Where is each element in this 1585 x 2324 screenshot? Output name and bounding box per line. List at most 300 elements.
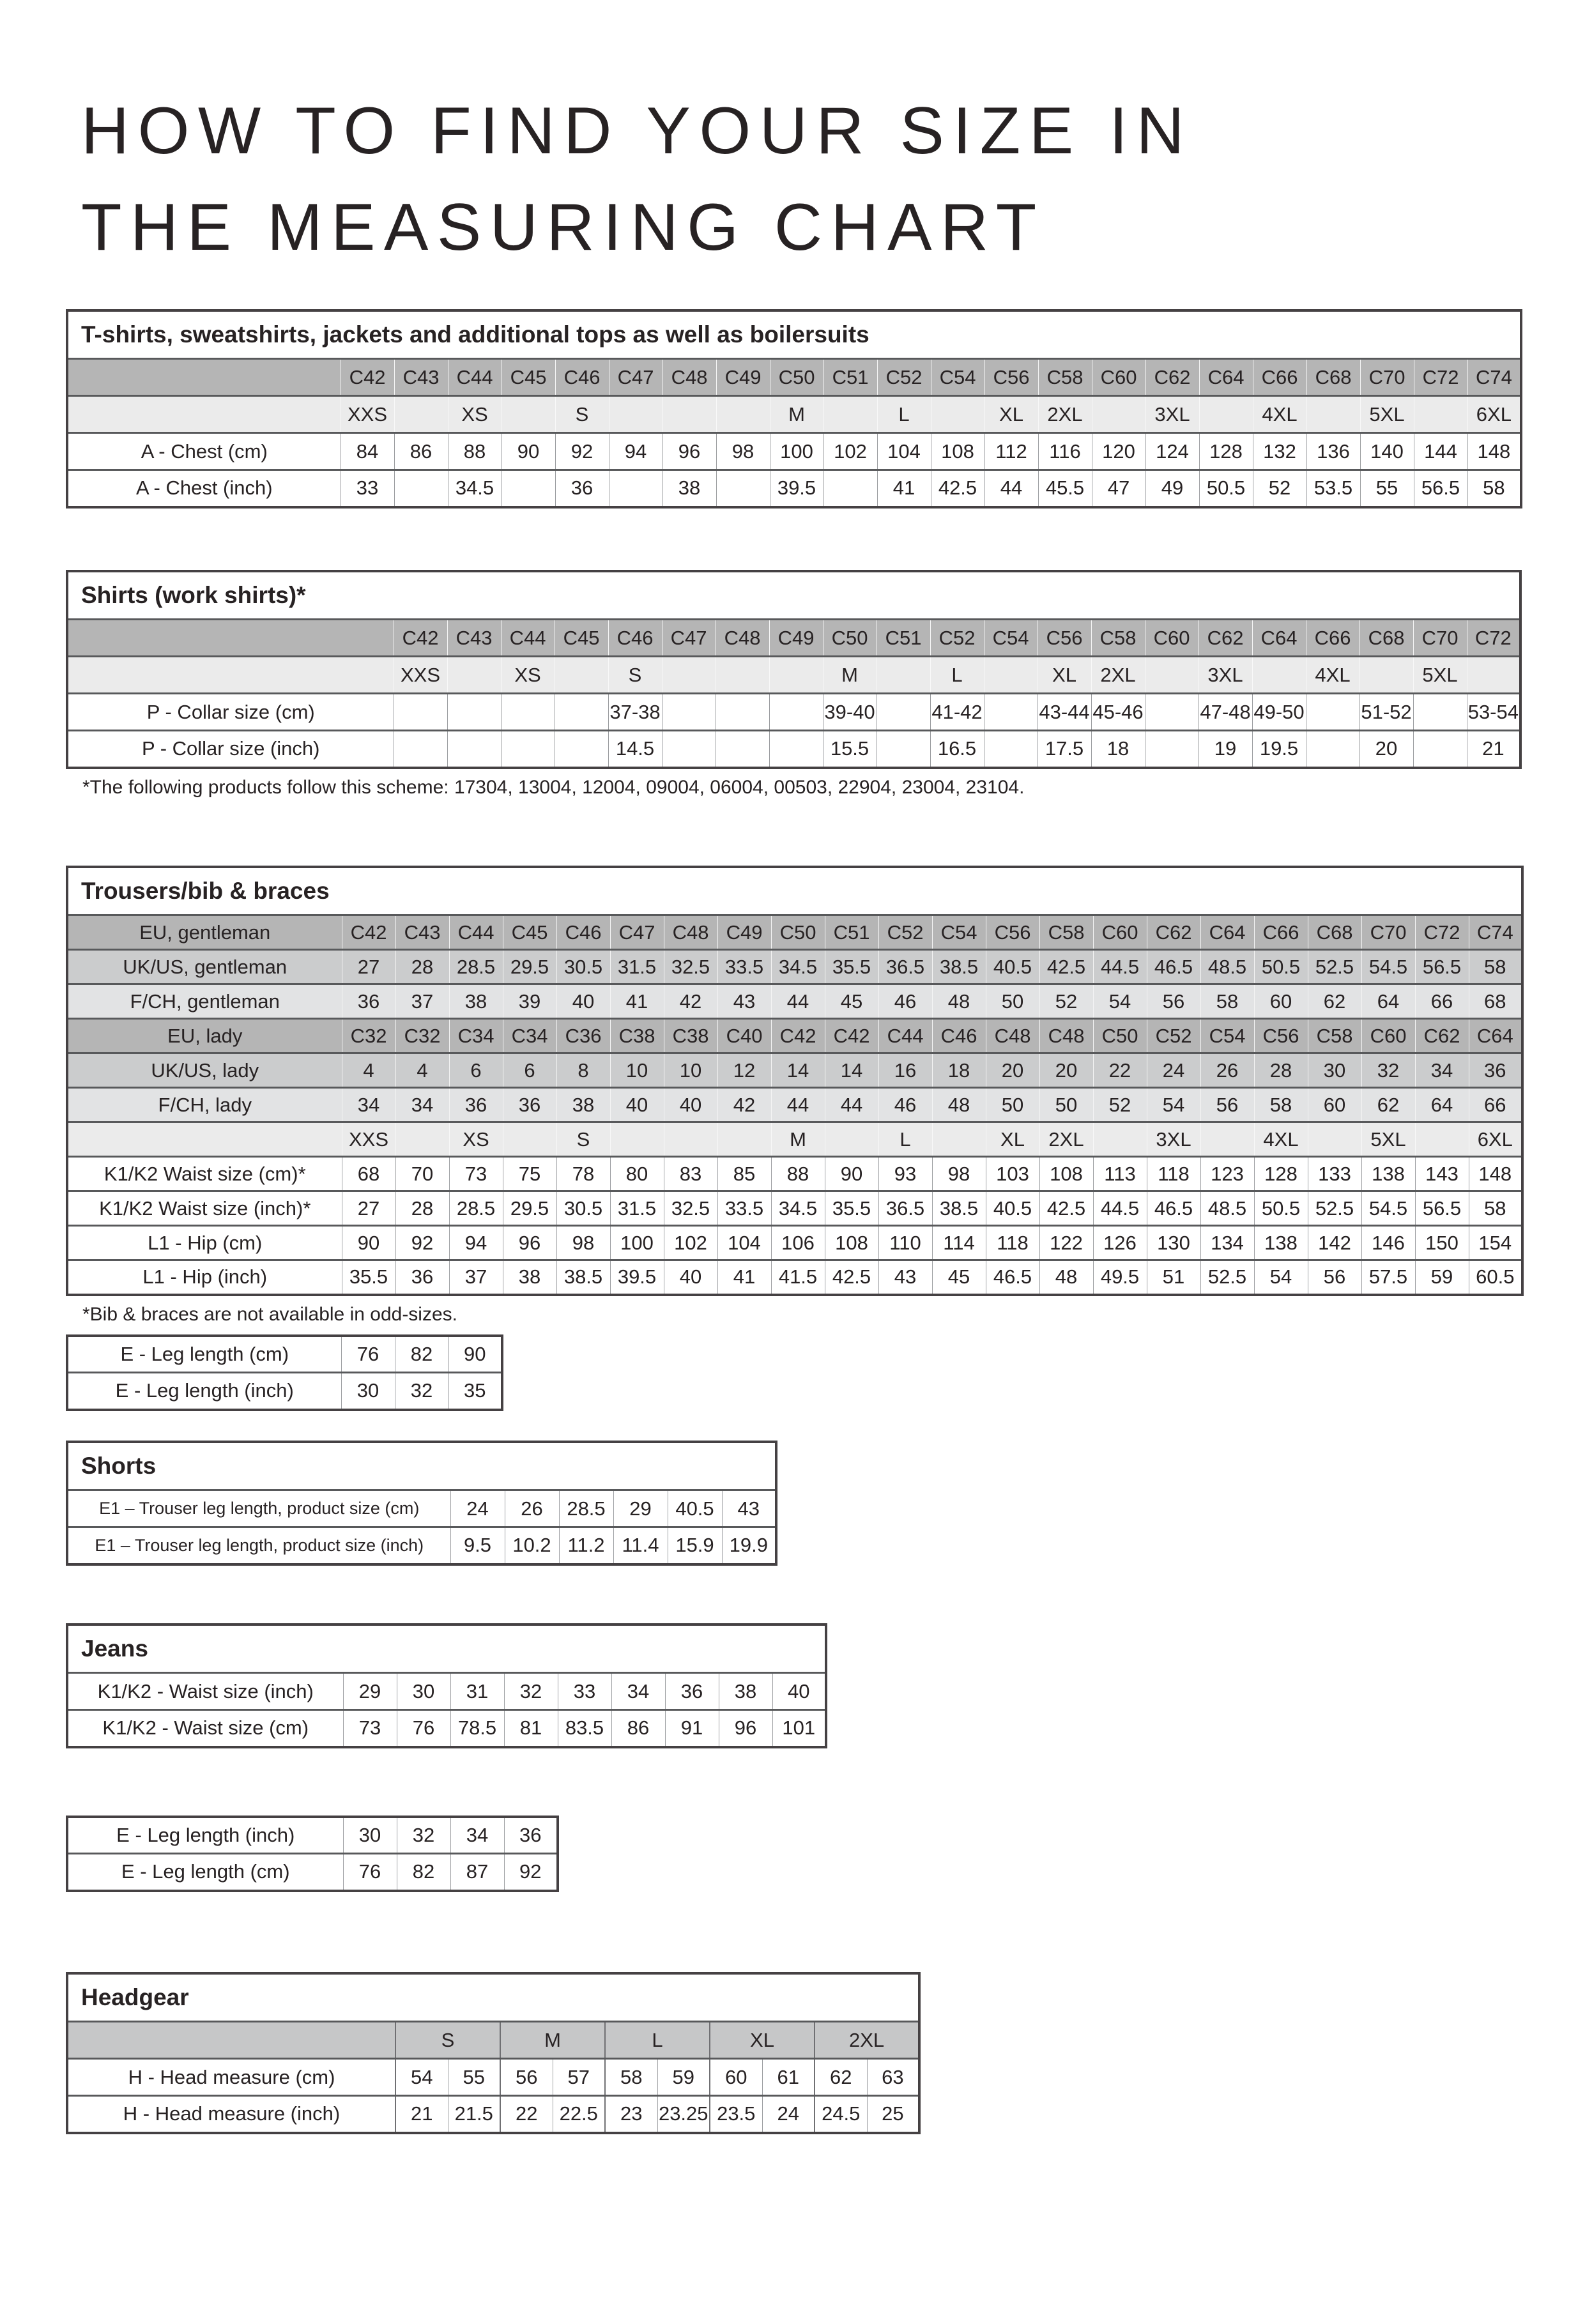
column-header: C50	[771, 915, 825, 950]
value-cell: 101	[772, 1710, 826, 1747]
value-cell: 29	[343, 1673, 397, 1710]
value-cell: 92	[395, 1226, 449, 1260]
table-tops	[66, 309, 1519, 508]
column-header: C54	[931, 359, 984, 396]
value-cell: 54.5	[1361, 950, 1415, 984]
column-header: C54	[984, 620, 1038, 657]
value-cell: 96	[719, 1710, 772, 1747]
value-cell	[447, 731, 501, 768]
column-header: C44	[448, 359, 502, 396]
table-leg2	[66, 1816, 1519, 1892]
column-header: C38	[664, 1019, 717, 1053]
row-label: H - Head measure (inch)	[67, 2096, 395, 2133]
value-cell: 10.2	[505, 1527, 559, 1564]
value-cell: 40.5	[668, 1490, 722, 1527]
value-cell: 33.5	[717, 950, 771, 984]
column-header: C62	[1145, 359, 1199, 396]
value-cell	[877, 731, 930, 768]
value-cell: 38.5	[932, 950, 986, 984]
value-cell: 23	[605, 2096, 657, 2133]
value-cell: 24	[450, 1490, 505, 1527]
size-label	[716, 657, 769, 694]
value-cell: 52	[1253, 470, 1306, 507]
value-cell: 38	[556, 1088, 610, 1122]
value-cell: 122	[1039, 1226, 1093, 1260]
row-label: F/CH, gentleman	[67, 984, 342, 1019]
value-cell: 113	[1093, 1157, 1147, 1191]
value-cell: 100	[770, 433, 823, 470]
value-cell: 30.5	[556, 950, 610, 984]
value-cell: 58	[1254, 1088, 1308, 1122]
value-cell: 45	[825, 984, 878, 1019]
value-cell	[716, 731, 769, 768]
column-header: C46	[608, 620, 662, 657]
value-cell: 12	[717, 1053, 771, 1088]
value-cell: 86	[611, 1710, 665, 1747]
row-label: L1 - Hip (cm)	[67, 1226, 342, 1260]
column-header: C50	[1093, 1019, 1147, 1053]
column-header: C62	[1198, 620, 1252, 657]
value-cell	[662, 731, 716, 768]
value-cell: 140	[1360, 433, 1414, 470]
size-label: 4XL	[1253, 396, 1306, 433]
column-header: C49	[769, 620, 823, 657]
value-cell: 38	[449, 984, 503, 1019]
row-label	[67, 396, 341, 433]
value-cell: 86	[394, 433, 448, 470]
value-cell: 9.5	[450, 1527, 505, 1564]
value-cell: 35.5	[825, 1191, 878, 1226]
value-cell: 54	[1147, 1088, 1200, 1122]
column-header: C56	[1038, 620, 1091, 657]
value-cell: 27	[342, 1191, 395, 1226]
value-cell: 58	[1469, 1191, 1522, 1226]
size-label	[877, 657, 930, 694]
value-cell	[501, 731, 555, 768]
value-cell: 16	[878, 1053, 932, 1088]
table-title: T-shirts, sweatshirts, jackets and additional tops as well as boilersuits	[67, 310, 1521, 359]
value-cell: 28	[1254, 1053, 1308, 1088]
value-cell: 36	[342, 984, 395, 1019]
value-cell: 43	[717, 984, 771, 1019]
column-header: C50	[823, 620, 877, 657]
value-cell: 48	[932, 1088, 986, 1122]
value-cell: 36	[395, 1260, 449, 1295]
row-label: E1 – Trouser leg length, product size (inch)	[67, 1527, 450, 1564]
size-label	[1199, 396, 1253, 433]
value-cell: 29	[613, 1490, 668, 1527]
column-header: C32	[342, 1019, 395, 1053]
value-cell: 34.5	[771, 950, 825, 984]
column-header: C66	[1253, 359, 1306, 396]
size-label: 2XL	[1039, 1122, 1093, 1157]
column-header: C49	[717, 915, 771, 950]
value-cell: 78.5	[450, 1710, 504, 1747]
value-cell: 30	[343, 1817, 397, 1854]
value-cell: 73	[449, 1157, 503, 1191]
row-label: UK/US, lady	[67, 1053, 342, 1088]
row-label: A - Chest (cm)	[67, 433, 341, 470]
row-label: K1/K2 - Waist size (cm)	[67, 1710, 343, 1747]
size-label	[555, 657, 608, 694]
value-cell: 14.5	[608, 731, 662, 768]
column-header: C48	[662, 359, 716, 396]
value-cell: 40.5	[986, 1191, 1039, 1226]
value-cell: 33.5	[717, 1191, 771, 1226]
column-header: C43	[447, 620, 501, 657]
value-cell: 98	[716, 433, 770, 470]
value-cell: 44	[984, 470, 1038, 507]
value-cell: 66	[1469, 1088, 1522, 1122]
value-cell: 34	[450, 1817, 504, 1854]
row-label: P - Collar size (inch)	[67, 731, 394, 768]
value-cell	[769, 731, 823, 768]
value-cell	[447, 694, 501, 731]
size-label	[609, 396, 662, 433]
value-cell	[555, 694, 608, 731]
column-header: C48	[716, 620, 769, 657]
value-cell: 40.5	[986, 950, 1039, 984]
value-cell: 49-50	[1252, 694, 1306, 731]
page-content	[66, 83, 1519, 2134]
row-label: E - Leg length (inch)	[67, 1373, 341, 1410]
size-label: 4XL	[1306, 657, 1359, 694]
value-cell: 73	[343, 1710, 397, 1747]
value-cell: 34	[342, 1088, 395, 1122]
table-shorts	[66, 1441, 1519, 1566]
column-header: C46	[932, 1019, 986, 1053]
value-cell: 90	[825, 1157, 878, 1191]
value-cell: 21	[395, 2096, 448, 2133]
value-cell: 84	[341, 433, 394, 470]
column-header: C43	[394, 359, 448, 396]
value-cell: 36	[503, 1088, 556, 1122]
column-header: C48	[1039, 1019, 1093, 1053]
value-cell: 52.5	[1308, 1191, 1361, 1226]
column-header: S	[395, 2022, 500, 2059]
value-cell: 40	[664, 1088, 717, 1122]
size-label	[984, 657, 1038, 694]
value-cell: 45	[932, 1260, 986, 1295]
size-label: 4XL	[1254, 1122, 1308, 1157]
value-cell: 30	[1308, 1053, 1361, 1088]
value-cell: 96	[662, 433, 716, 470]
value-cell: 41.5	[771, 1260, 825, 1295]
value-cell: 39.5	[610, 1260, 664, 1295]
row-label	[67, 657, 394, 694]
value-cell: 50.5	[1254, 1191, 1308, 1226]
value-cell: 20	[1359, 731, 1413, 768]
value-cell: 83.5	[558, 1710, 611, 1747]
value-cell: 48.5	[1200, 950, 1254, 984]
value-cell: 48	[1039, 1260, 1093, 1295]
column-header: C60	[1145, 620, 1198, 657]
value-cell: 36.5	[878, 950, 932, 984]
column-header: M	[500, 2022, 605, 2059]
size-label	[662, 396, 716, 433]
value-cell: 47-48	[1198, 694, 1252, 731]
value-cell: 42.5	[931, 470, 984, 507]
size-label: 3XL	[1198, 657, 1252, 694]
value-cell: 88	[448, 433, 502, 470]
value-cell: 32	[395, 1373, 448, 1410]
size-label: XXS	[394, 657, 447, 694]
table-title: Headgear	[67, 1973, 919, 2022]
value-cell: 70	[395, 1157, 449, 1191]
column-header: C74	[1469, 915, 1522, 950]
column-header: C58	[1308, 1019, 1361, 1053]
size-label: L	[930, 657, 984, 694]
value-cell: 46.5	[986, 1260, 1039, 1295]
column-header: C58	[1091, 620, 1145, 657]
column-header: C46	[555, 359, 609, 396]
column-header: C42	[342, 915, 395, 950]
tables-root	[66, 309, 1519, 2134]
value-cell: 44.5	[1093, 1191, 1147, 1226]
value-cell: 18	[932, 1053, 986, 1088]
value-cell: 25	[867, 2096, 919, 2133]
value-cell: 50.5	[1199, 470, 1253, 507]
table-jeans	[66, 1623, 1519, 1748]
jeans-size-table	[66, 1623, 827, 1748]
size-label	[1415, 1122, 1469, 1157]
value-cell: 39.5	[770, 470, 823, 507]
value-cell	[1413, 731, 1467, 768]
table-title: Shirts (work shirts)*	[67, 571, 1520, 620]
value-cell: 14	[825, 1053, 878, 1088]
size-label: 2XL	[1091, 657, 1145, 694]
value-cell: 42.5	[825, 1260, 878, 1295]
value-cell: 15.5	[823, 731, 877, 768]
column-header: C51	[823, 359, 877, 396]
value-cell: 36	[665, 1673, 719, 1710]
value-cell: 32	[1361, 1053, 1415, 1088]
column-header: C32	[395, 1019, 449, 1053]
column-header: C50	[770, 359, 823, 396]
size-label	[825, 1122, 878, 1157]
column-header: C38	[610, 1019, 664, 1053]
value-cell: 26	[1200, 1053, 1254, 1088]
value-cell: 52.5	[1200, 1260, 1254, 1295]
row-label: EU, gentleman	[67, 915, 342, 950]
value-cell: 50	[1039, 1088, 1093, 1122]
value-cell	[984, 694, 1038, 731]
leg2-size-table	[66, 1816, 559, 1892]
table-headgear	[66, 1972, 1519, 2134]
column-header: C74	[1467, 359, 1521, 396]
value-cell: 46.5	[1147, 1191, 1200, 1226]
value-cell: 88	[771, 1157, 825, 1191]
value-cell	[716, 470, 770, 507]
size-label	[716, 396, 770, 433]
value-cell	[394, 694, 447, 731]
size-chart-document	[0, 83, 1585, 2324]
value-cell: 34	[611, 1673, 665, 1710]
value-cell: 138	[1254, 1226, 1308, 1260]
size-label: 5XL	[1361, 1122, 1415, 1157]
size-label	[447, 657, 501, 694]
value-cell: 40	[772, 1673, 826, 1710]
size-label: M	[771, 1122, 825, 1157]
value-cell: 138	[1361, 1157, 1415, 1191]
value-cell: 42	[717, 1088, 771, 1122]
value-cell: 56.5	[1415, 950, 1469, 984]
size-label	[1306, 396, 1360, 433]
value-cell: 50	[986, 984, 1039, 1019]
value-cell: 36.5	[878, 1191, 932, 1226]
size-label	[1145, 657, 1198, 694]
value-cell: 49.5	[1093, 1260, 1147, 1295]
table-title: Trousers/bib & braces	[67, 867, 1522, 915]
value-cell: 37	[395, 984, 449, 1019]
value-cell: 54.5	[1361, 1191, 1415, 1226]
column-header: C51	[877, 620, 930, 657]
value-cell: 46	[878, 1088, 932, 1122]
size-label	[1467, 657, 1520, 694]
column-header: C48	[664, 915, 717, 950]
value-cell	[1306, 694, 1359, 731]
value-cell	[1145, 731, 1198, 768]
column-header: C42	[341, 359, 394, 396]
value-cell: 57.5	[1361, 1260, 1415, 1295]
value-cell: 40	[610, 1088, 664, 1122]
value-cell: 56	[500, 2059, 553, 2096]
row-label: EU, lady	[67, 1019, 342, 1053]
value-cell: 98	[932, 1157, 986, 1191]
value-cell: 21.5	[448, 2096, 500, 2133]
column-header: C54	[1200, 1019, 1254, 1053]
column-header: C64	[1200, 915, 1254, 950]
value-cell: 83	[664, 1157, 717, 1191]
value-cell: 21	[1467, 731, 1520, 768]
value-cell: 23.25	[657, 2096, 710, 2133]
value-cell: 47	[1092, 470, 1145, 507]
shorts-size-table	[66, 1441, 777, 1566]
value-cell: 32.5	[664, 1191, 717, 1226]
value-cell: 98	[556, 1226, 610, 1260]
value-cell: 43	[878, 1260, 932, 1295]
value-cell	[555, 731, 608, 768]
value-cell: 80	[610, 1157, 664, 1191]
size-label: 6XL	[1467, 396, 1521, 433]
value-cell: 90	[342, 1226, 395, 1260]
value-cell: 124	[1145, 433, 1199, 470]
trousers-footnote: *Bib & braces are not available in odd-sizes.	[82, 1303, 457, 1325]
value-cell: 118	[1147, 1157, 1200, 1191]
value-cell: 11.4	[613, 1527, 668, 1564]
value-cell: 118	[986, 1226, 1039, 1260]
value-cell: 28	[395, 950, 449, 984]
column-header: C34	[503, 1019, 556, 1053]
column-header: L	[605, 2022, 710, 2059]
shirts-size-table	[66, 570, 1522, 769]
value-cell: 87	[450, 1854, 504, 1891]
value-cell: 16.5	[930, 731, 984, 768]
size-label: M	[770, 396, 823, 433]
value-cell: 41	[717, 1260, 771, 1295]
size-label	[503, 1122, 556, 1157]
column-header: C45	[503, 915, 556, 950]
value-cell: 56	[1147, 984, 1200, 1019]
value-cell: 20	[986, 1053, 1039, 1088]
value-cell: 35	[448, 1373, 502, 1410]
value-cell: 55	[448, 2059, 500, 2096]
value-cell: 126	[1093, 1226, 1147, 1260]
column-header: C52	[878, 915, 932, 950]
column-header: C66	[1254, 915, 1308, 950]
value-cell: 30	[341, 1373, 395, 1410]
value-cell: 42.5	[1039, 950, 1093, 984]
table-title: Jeans	[67, 1625, 826, 1673]
value-cell: 19.9	[722, 1527, 776, 1564]
column-header: C72	[1415, 915, 1469, 950]
column-header: C68	[1359, 620, 1413, 657]
value-cell: 148	[1469, 1157, 1522, 1191]
value-cell: 54	[1093, 984, 1147, 1019]
value-cell: 92	[504, 1854, 558, 1891]
value-cell: 59	[1415, 1260, 1469, 1295]
tops-size-table	[66, 309, 1522, 508]
value-cell: 46	[878, 984, 932, 1019]
value-cell: 58	[1469, 950, 1522, 984]
value-cell: 28.5	[449, 950, 503, 984]
value-cell: 53.5	[1306, 470, 1360, 507]
value-cell: 110	[878, 1226, 932, 1260]
value-cell: 34.5	[448, 470, 502, 507]
row-label: E - Leg length (cm)	[67, 1336, 341, 1373]
value-cell: 62	[1308, 984, 1361, 1019]
value-cell: 146	[1361, 1226, 1415, 1260]
value-cell: 35.5	[825, 950, 878, 984]
value-cell: 38.5	[932, 1191, 986, 1226]
column-header: C60	[1093, 915, 1147, 950]
value-cell	[1306, 731, 1359, 768]
value-cell: 33	[558, 1673, 611, 1710]
value-cell: 37	[449, 1260, 503, 1295]
value-cell: 54	[1254, 1260, 1308, 1295]
value-cell	[394, 470, 448, 507]
size-label: 3XL	[1147, 1122, 1200, 1157]
value-cell: 8	[556, 1053, 610, 1088]
row-label: E1 – Trouser leg length, product size (cm)	[67, 1490, 450, 1527]
column-header: C70	[1413, 620, 1467, 657]
value-cell: 55	[1360, 470, 1414, 507]
size-label: XL	[986, 1122, 1039, 1157]
value-cell	[662, 694, 716, 731]
value-cell: 18	[1091, 731, 1145, 768]
column-header: C48	[986, 1019, 1039, 1053]
value-cell: 35.5	[342, 1260, 395, 1295]
value-cell: 43	[722, 1490, 776, 1527]
value-cell: 93	[878, 1157, 932, 1191]
value-cell: 82	[395, 1336, 448, 1373]
value-cell: 64	[1415, 1088, 1469, 1122]
size-label: M	[823, 657, 877, 694]
value-cell: 4	[395, 1053, 449, 1088]
page-title	[81, 83, 1519, 276]
value-cell: 108	[1039, 1157, 1093, 1191]
column-header: C42	[394, 620, 447, 657]
size-label	[610, 1122, 664, 1157]
size-label	[1092, 396, 1145, 433]
value-cell: 112	[984, 433, 1038, 470]
row-label: E - Leg length (cm)	[67, 1854, 343, 1891]
row-label: UK/US, gentleman	[67, 950, 342, 984]
size-label	[664, 1122, 717, 1157]
value-cell: 38	[503, 1260, 556, 1295]
size-label: 6XL	[1469, 1122, 1522, 1157]
value-cell: 29.5	[503, 950, 556, 984]
